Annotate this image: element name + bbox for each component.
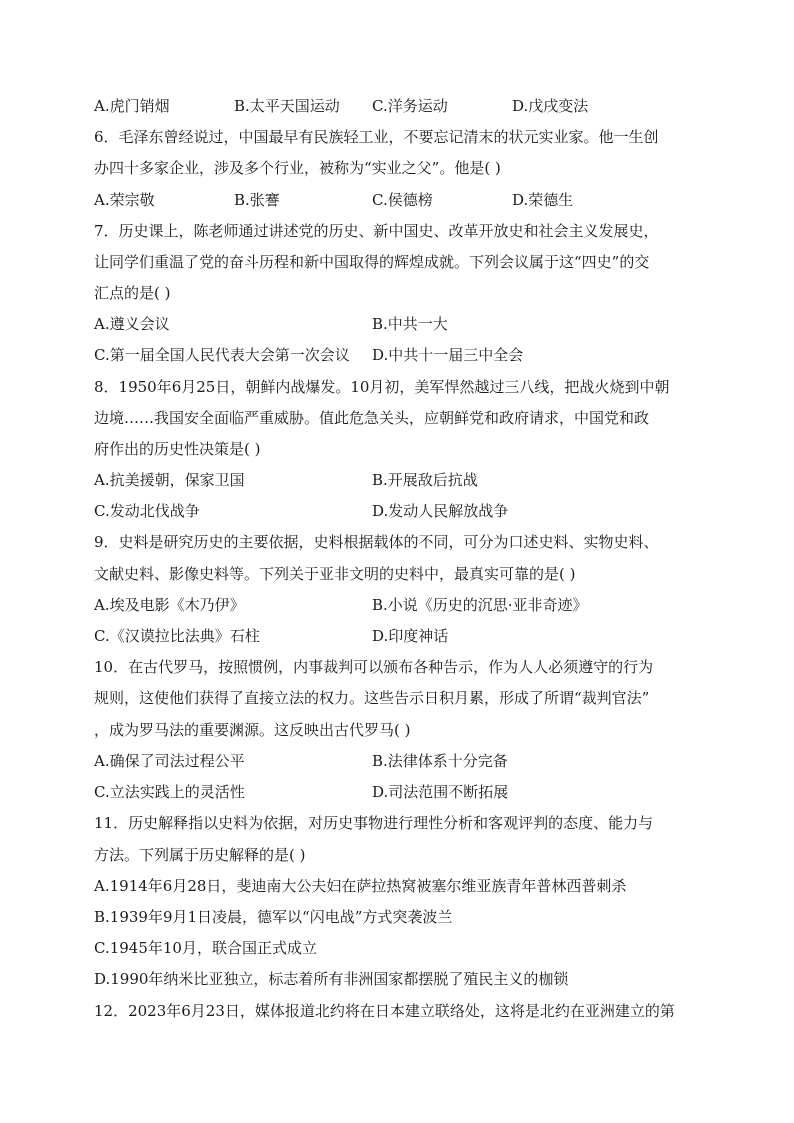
option-d[interactable]: D.荣德生: [512, 191, 574, 209]
option-b[interactable]: B.1939年9月1日凌晨，德军以“闪电战”方式突袭波兰: [94, 908, 453, 926]
question-text: 方法。下列属于历史解释的是( ): [94, 846, 306, 864]
option-d[interactable]: D.戊戌变法: [512, 97, 589, 115]
option-d[interactable]: D.1990年纳米比亚独立，标志着所有非洲国家都摆脱了殖民主义的枷锁: [94, 970, 569, 988]
question-text: 7．历史课上，陈老师通过讲述党的历史、新中国史、改革开放史和社会主义发展史，: [94, 222, 659, 240]
option-a[interactable]: A.确保了司法过程公平: [94, 752, 245, 770]
question-text: 9．史料是研究历史的主要依据，史料根据载体的不同，可分为口述史料、实物史料、: [94, 533, 659, 551]
option-c[interactable]: C.第一届全国人民代表大会第一次会议: [94, 346, 350, 364]
option-b[interactable]: B.太平天国运动: [234, 97, 340, 115]
question-text: 汇点的是( ): [94, 284, 171, 302]
option-b[interactable]: B.中共一大: [372, 315, 448, 333]
question-text: 让同学们重温了党的奋斗历程和新中国取得的辉煌成就。下列会议属于这“四史”的交: [94, 253, 650, 271]
question-text: 府作出的历史性决策是( ): [94, 440, 261, 458]
question-text: 文献史料、影像史料等。下列关于亚非文明的史料中，最真实可靠的是( ): [94, 565, 576, 583]
option-b[interactable]: B.法律体系十分完备: [372, 752, 508, 770]
option-b[interactable]: B.开展敌后抗战: [372, 471, 478, 489]
option-b[interactable]: B.张謇: [234, 191, 280, 209]
option-c[interactable]: C.侯德榜: [372, 191, 433, 209]
option-a[interactable]: A.埃及电影《木乃伊》: [94, 596, 245, 614]
question-text: 边境……我国安全面临严重威胁。值此危急关头，应朝鲜党和政府请求，中国党和政: [94, 409, 650, 427]
question-text: ，成为罗马法的重要渊源。这反映出古代罗马( ): [94, 721, 411, 739]
option-a[interactable]: A.虎门销烟: [94, 97, 170, 115]
option-c[interactable]: C.洋务运动: [372, 97, 448, 115]
question-text: 办四十多家企业，涉及多个行业，被称为“实业之父”。他是( ): [94, 159, 501, 177]
question-text: 12．2023年6月23日，媒体报道北约将在日本建立联络处，这将是北约在亚洲建立的第: [94, 1002, 675, 1020]
option-d[interactable]: D.中共十一届三中全会: [372, 346, 524, 364]
option-c[interactable]: C.1945年10月，联合国正式成立: [94, 939, 317, 957]
option-c[interactable]: C.发动北伐战争: [94, 502, 200, 520]
option-a[interactable]: A.1914年6月28日，斐迪南大公夫妇在萨拉热窝被塞尔维亚族青年普林西普刺杀: [94, 877, 627, 895]
option-b[interactable]: B.小说《历史的沉思·亚非奇迹》: [372, 596, 588, 614]
option-d[interactable]: D.司法范围不断拓展: [372, 783, 509, 801]
option-a[interactable]: A.遵义会议: [94, 315, 170, 333]
question-text: 8．1950年6月25日，朝鲜内战爆发。10月初，美军悍然越过三八线，把战火烧到中朝: [94, 378, 670, 396]
option-a[interactable]: A.荣宗敬: [94, 191, 155, 209]
question-text: 10．在古代罗马，按照惯例，内事裁判可以颁布各种告示，作为人人必须遵守的行为: [94, 658, 654, 676]
option-c[interactable]: C.《汉谟拉比法典》石柱: [94, 627, 260, 645]
option-d[interactable]: D.发动人民解放战争: [372, 502, 509, 520]
option-d[interactable]: D.印度神话: [372, 627, 449, 645]
option-c[interactable]: C.立法实践上的灵活性: [94, 783, 245, 801]
question-text: 规则，这使他们获得了直接立法的权力。这些告示日积月累，形成了所谓“裁判官法”: [94, 689, 650, 707]
question-text: 6．毛泽东曾经说过，中国最早有民族轻工业，不要忘记清末的状元实业家。他一生创: [94, 128, 659, 146]
question-text: 11．历史解释指以史料为依据，对历史事物进行理性分析和客观评判的态度、能力与: [94, 814, 654, 832]
option-a[interactable]: A.抗美援朝，保家卫国: [94, 471, 245, 489]
